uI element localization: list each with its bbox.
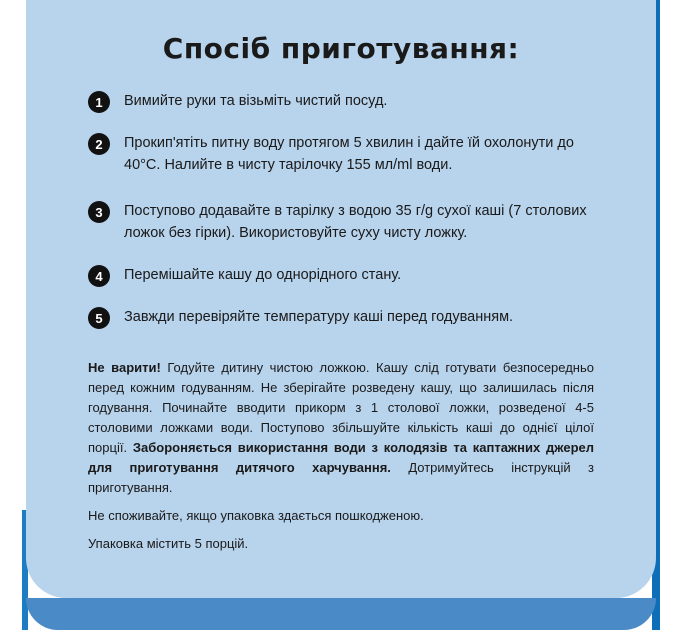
page-title: Спосіб приготування: <box>162 32 520 65</box>
step-item <box>88 200 604 244</box>
step-number-badge: 2 <box>88 133 110 155</box>
step-number-badge: 5 <box>88 307 110 329</box>
warning-lead: Не варити! <box>88 360 161 375</box>
bottom-blue-band <box>26 598 656 630</box>
step-item <box>88 90 604 113</box>
damaged-package-note: Не споживайте, якщо упаковка здається пошкодженою. <box>88 508 424 523</box>
step-item <box>88 306 604 329</box>
step-number-badge: 4 <box>88 265 110 287</box>
warning-text: Годуйте дитину чистою ложкою. Кашу слід готувати безпосередньо перед кожним годуванням. Не зберігайте розведену кашу, що залишилась після годування. Починайте вводити прикорм з 1 столової ложки, розведеної 4-5 столовими ложками води. Поступово збільшуйте кількість каші до однієї цілої порції. <box>88 360 594 455</box>
step-text: Вимийте руки та візьміть чистий посуд. <box>124 93 388 109</box>
portions-note: Упаковка містить 5 порцій. <box>88 536 249 551</box>
notes-section <box>88 358 594 554</box>
warning-paragraph <box>88 358 594 498</box>
step-item <box>88 132 604 176</box>
step-text: Перемішайте кашу до однорідного стану. <box>124 267 402 283</box>
step-text: Завжди перевіряйте температуру каші перед годуванням. <box>124 309 514 325</box>
water-prohibition: Забороняється використання води з колодязів та каптажних джерел для приготування дитячого харчування. <box>88 440 594 475</box>
step-text: Поступово додавайте в тарілку з водою 35 г/g сухої каші (7 столових ложок без гірки). Використовуйте суху чисту ложку. <box>124 203 587 241</box>
step-text: Прокип'ятіть питну воду протягом 5 хвилин і дайте їй охолонути до 40°С. Налийте в чисту тарілочку 155 мл/ml води. <box>124 135 574 173</box>
step-number-badge: 3 <box>88 201 110 223</box>
step-number-badge: 1 <box>88 91 110 113</box>
warning-follow: Дотримуйтесь інструкцій з приготування. <box>88 460 595 495</box>
step-item <box>88 264 604 287</box>
